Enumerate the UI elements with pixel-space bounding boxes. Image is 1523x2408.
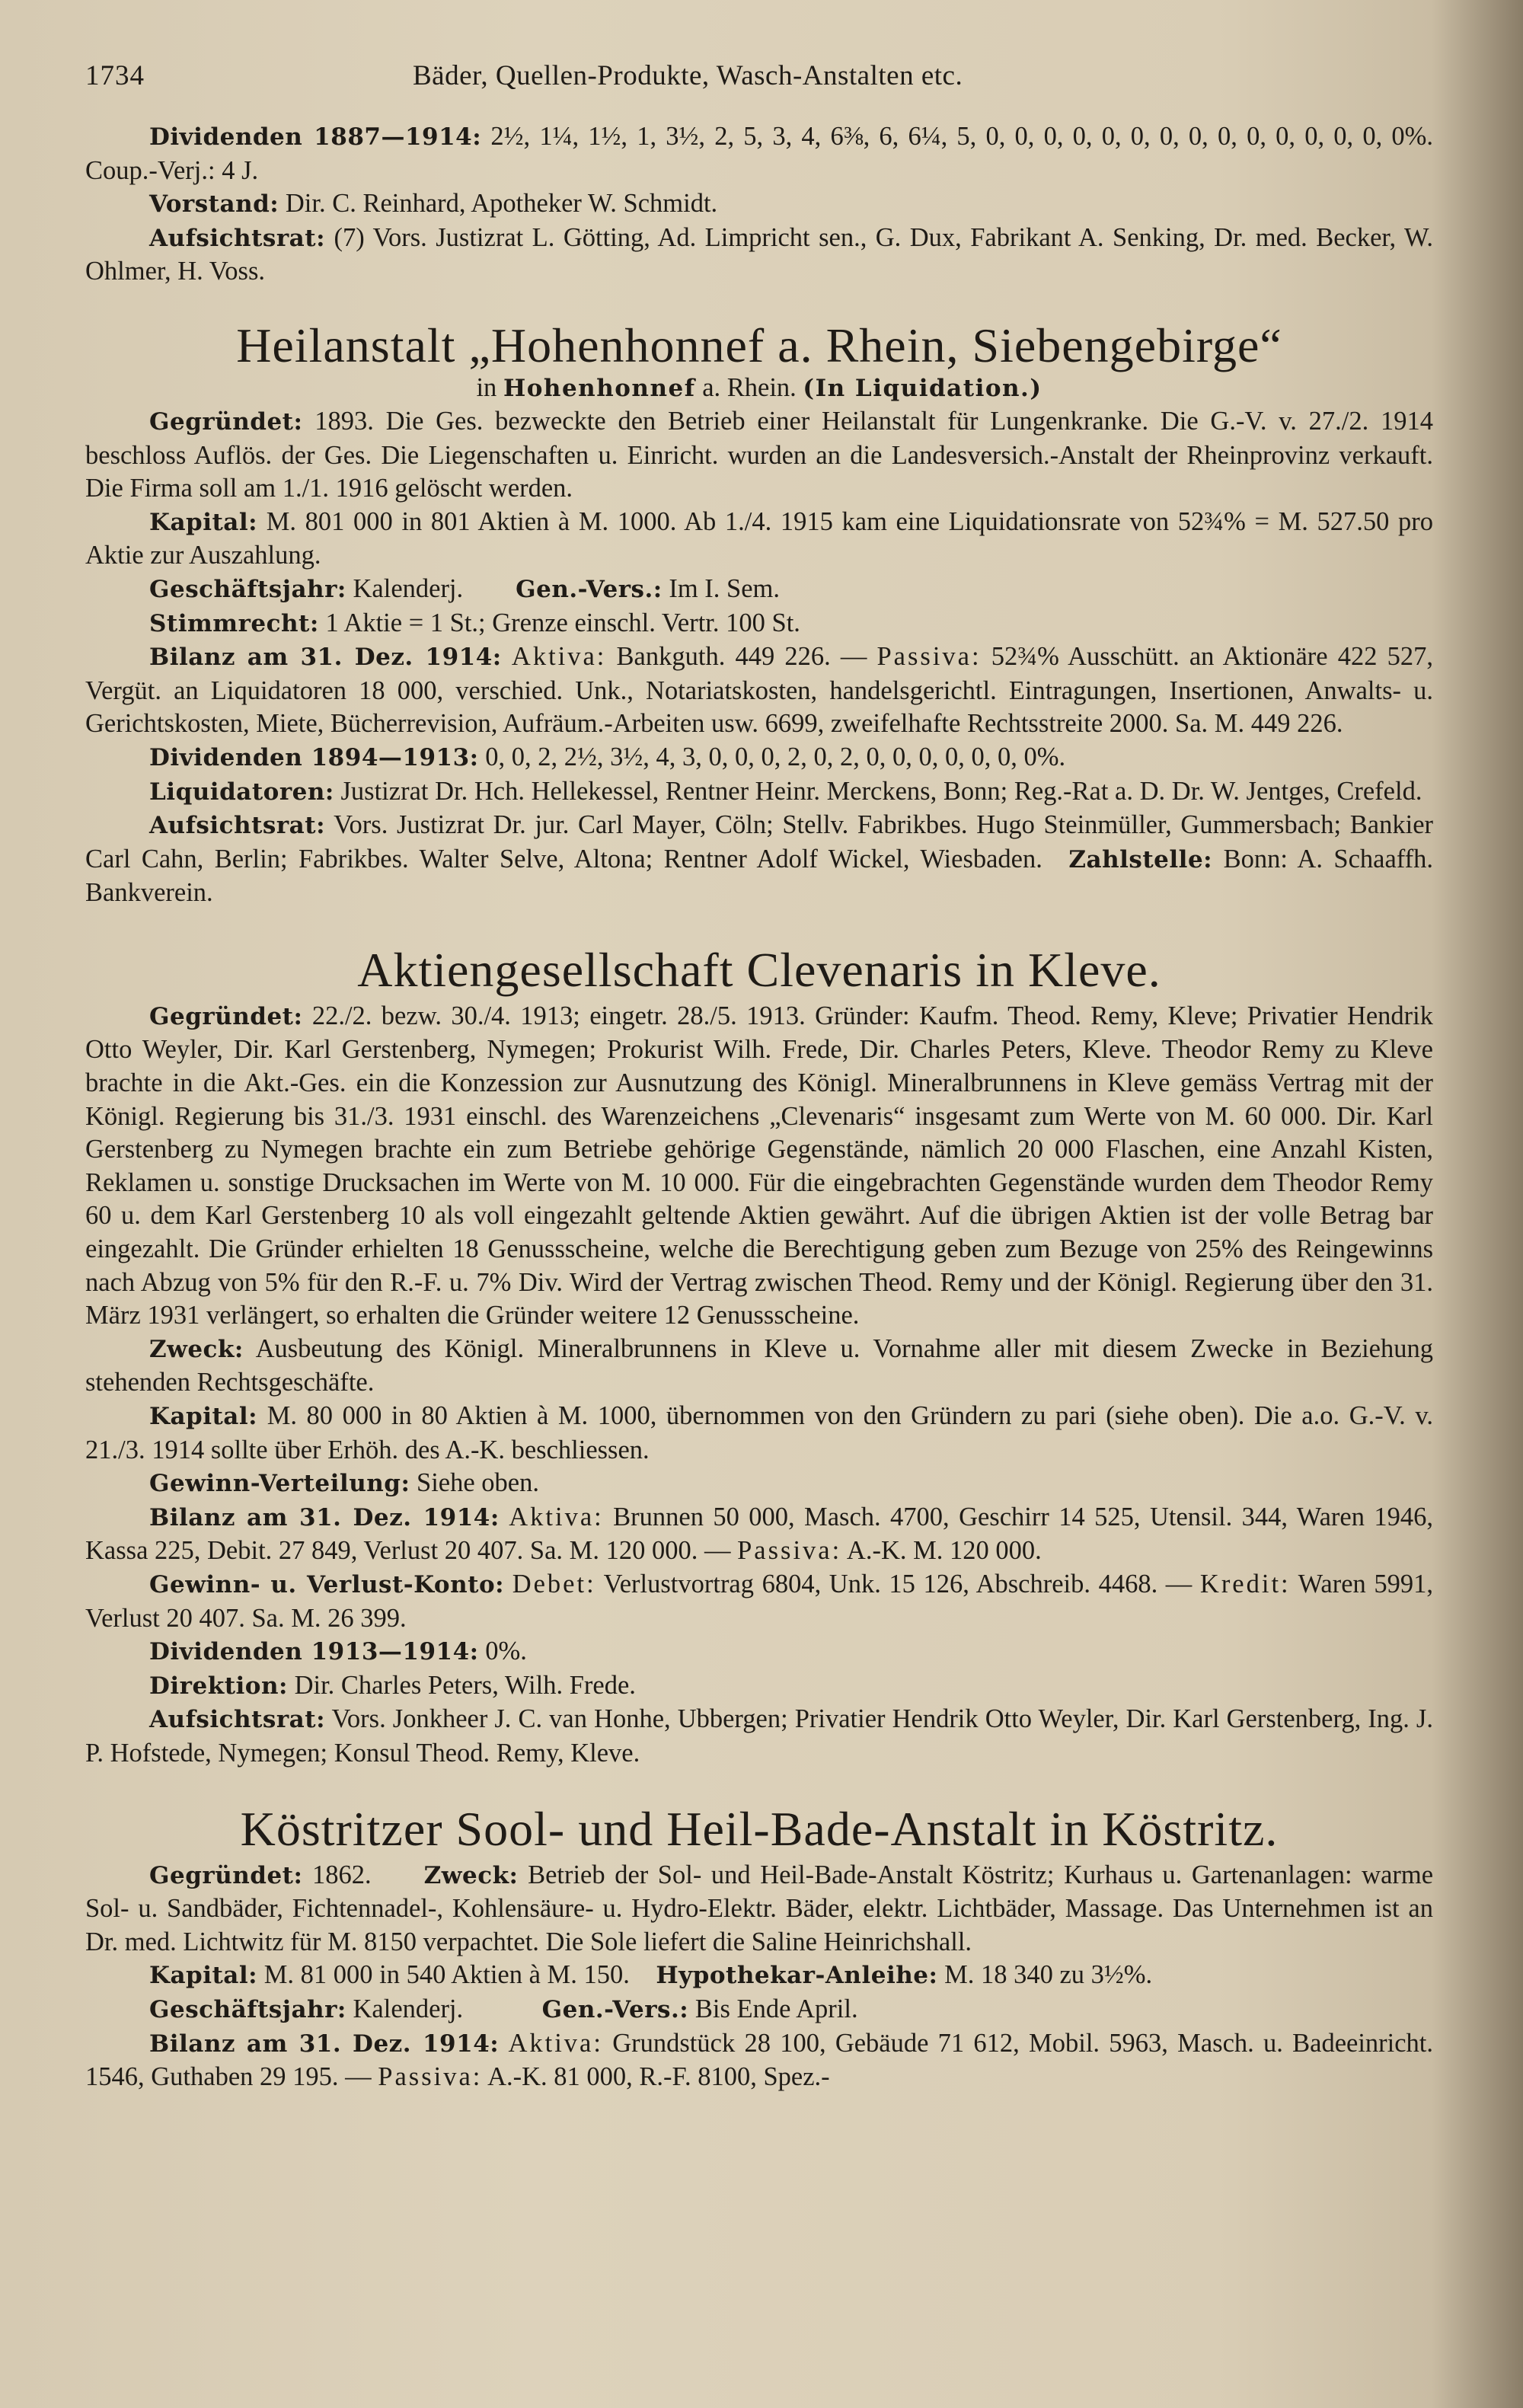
management-paragraph: Direktion: Dir. Charles Peters, Wilh. Frede. [149, 1670, 636, 1700]
fiscal-year-paragraph: Geschäftsjahr: Kalenderj. Gen.-Vers.: Im I. Sem. [149, 573, 781, 603]
entry-title: Heilanstalt „Hohenhonnef a. Rhein, Siebengebirge“ [236, 318, 1282, 372]
page-content [85, 59, 1433, 2094]
founded-paragraph: Gegründet: 1893. Die Ges. bezweckte den Betrieb einer Heilanstalt für Lungenkranke. Die G.-V. v. 27./2. 1914 beschloss Auflös. der Ges. Die Liegenschaften u. Einricht. wurden an die Landesversich.-Anstalt der Rheinprovinz verkauft. Die Firma soll am 1./1. 1916 gelöscht werden. [85, 406, 1433, 503]
founded-purpose-paragraph: Gegründet: 1862. Zweck: Betrieb der Sol- und Heil-Bade-Anstalt Köstritz; Kurhaus u. Gartenanlagen: warme Sol- u. Sandbäder, Fichtennadel-, Kohlensäure- u. Hydro-Elektr. Bäder, elektr. Lichtbäder, Massage. Das Unternehmen ist an Dr. med. Lichtwitz für M. 8150 verpachtet. Die Sole liefert die Saline Heinrichshall. [85, 1860, 1434, 1956]
founded-paragraph: Gegründet: 22./2. bezw. 30./4. 1913; eingetr. 28./5. 1913. Gründer: Kaufm. Theod. Remy, Kleve; Privatier Hendrik Otto Weyler, Dir. Karl Gerstenberg, Nymegen; Prokurist Wilh. Frede, Dir. Charles Peters, Kleve. Theodor Remy zu Kleve brachte in die Akt.-Ges. ein die Konzession zur Ausnutzung des Königl. Mineralbrunnens in Kleve gemäss Vertrag mit der Königl. Regierung bis 31./3. 1931 einschl. des Warenzeichens „Clevenaris“ insgesamt zum Werte von M. 60 000. Dir. Karl Gerstenberg zu Nymegen brachte ein zum Betriebe gehörige Gegenstände, nämlich 20 000 Flaschen, eine Anzahl Kisten, Reklamen u. sonstige Drucksachen im Werte von M. 10 000. Für die eingebrachten Gegenstände wurden dem Theodor Remy 60 u. dem Karl Gerstenberg 10 als voll eingezahlt geltende Aktien gewährt. Auf die übrigen Aktien ist der volle Betrag bar eingezahlt. Die Gründer erhielten 18 Genussscheine, welche die Berechtigung geben zum Bezuge von 25% des Reingewinns nach Abzug von 5% für den R.-F. u. 7% Div. Wird der Vertrag zwischen Theod. Remy und der Königl. Regierung über den 31. März 1931 verlängert, so erhalten die Gründer weitere 12 Genussscheine. [85, 1001, 1433, 1330]
previous-entry-continuation [85, 120, 1433, 289]
page-header [85, 59, 1433, 105]
entry-title: Köstritzer Sool- und Heil-Bade-Anstalt in Köstritz. [240, 1801, 1279, 1856]
entry-koestritz [85, 1801, 1434, 2094]
running-title: Bäder, Quellen-Produkte, Wasch-Anstalten etc. [413, 60, 963, 91]
fiscal-year-paragraph: Geschäftsjahr: Kalenderj. Gen.-Vers.: Bis Ende April. [149, 1994, 858, 2023]
entry-hohenhonnef [85, 318, 1434, 910]
dividend-paragraph: Dividenden 1913—1914: 0%. [149, 1637, 527, 1666]
capital-paragraph: Kapital: M. 801 000 in 801 Aktien à M. 1000. Ab 1./4. 1915 kam eine Liquidationsrate von 52¾% = M. 527.50 pro Aktie zur Auszahlung. [85, 506, 1434, 570]
entry-subtitle: in Hohenhonnef a. Rhein. (In Liquidation.) [476, 372, 1042, 402]
purpose-paragraph: Zweck: Ausbeutung des Königl. Mineralbrunnens in Kleve u. Vornahme aller mit diesem Zwecke in Beziehung stehenden Rechtsgeschäfte. [85, 1333, 1433, 1397]
supervisory-board-paragraph: Aufsichtsrat: (7) Vors. Justizrat L. Götting, Ad. Limpricht sen., G. Dux, Fabrikant A. Senking, Dr. med. Becker, W. Ohlmer, H. Voss. [85, 222, 1433, 286]
entry-clevenaris [85, 944, 1433, 1771]
liquidators-paragraph: Liquidatoren: Justizrat Dr. Hch. Hellekessel, Rentner Heinr. Merckens, Bonn; Reg.-Rat a. D. Dr. W. Jentges, Crefeld. [149, 776, 1422, 806]
capital-paragraph: Kapital: M. 80 000 in 80 Aktien à M. 1000, übernommen von den Gründern zu pari (siehe oben). Die a.o. G.-V. v. 21./3. 1914 sollte über Erhöh. des A.-K. beschliessen. [85, 1401, 1434, 1464]
liquidation-note: (In Liquidation.) [803, 374, 1042, 402]
balance-paragraph: Bilanz am 31. Dez. 1914: Aktiva: Bankguth. 449 226. — Passiva: 52¾% Ausschütt. an Aktionäre 422 527, Vergüt. an Liquidatoren 18 000, verschied. Unk., Notariatskosten, handelsgerichtl. Eintragungen, Insertionen, Anwalts- u. Gerichtskosten, Miete, Bücherrevision, Aufräum.-Arbeiten usw. 6699, zweifelhafte Rechtsstreite 2000. Sa. M. 449 226. [85, 642, 1433, 739]
balance-paragraph: Bilanz am 31. Dez. 1914: Aktiva: Brunnen 50 000, Masch. 4700, Geschirr 14 525, Utensil. 344, Waren 1946, Kassa 225, Debit. 27 849, Verlust 20 407. Sa. M. 120 000. — Passiva: A.-K. M. 120 000. [85, 1502, 1433, 1566]
supervisory-board-paragraph: Aufsichtsrat: Vors. Jonkheer J. C. van Honhe, Ubbergen; Privatier Hendrik Otto Weyler, Dir. Karl Gerstenberg, Ing. J. P. Hofstede, Nymegen; Konsul Theod. Remy, Kleve. [85, 1704, 1433, 1768]
board-paragraph: Vorstand: Dir. C. Reinhard, Apotheker W. Schmidt. [149, 189, 718, 219]
voting-rights-paragraph: Stimmrecht: 1 Aktie = 1 St.; Grenze einschl. Vertr. 100 St. [149, 608, 800, 637]
entry-title: Aktiengesellschaft Clevenaris in Kleve. [357, 942, 1161, 997]
dividend-paragraph: Dividenden 1887—1914: 2½, 1¼, 1½, 1, 3½, 2, 5, 3, 4, 6⅜, 6, 6¼, 5, 0, 0, 0, 0, 0, 0, 0, 0, 0, 0, 0, 0, 0, 0, 0%. Coup.-Verj.: 4 J. [85, 122, 1434, 185]
dividend-paragraph: Dividenden 1894—1913: 0, 0, 2, 2½, 3½, 4, 3, 0, 0, 0, 2, 0, 2, 0, 0, 0, 0, 0, 0, 0%. [149, 742, 1066, 771]
page-number: 1734 [85, 60, 145, 91]
balance-paragraph: Bilanz am 31. Dez. 1914: Aktiva: Grundstück 28 100, Gebäude 71 612, Mobil. 5963, Masch. u. Badeeinricht. 1546, Guthaben 29 195. — Passiva: A.-K. 81 000, R.-F. 8100, Spez.- [85, 2028, 1434, 2092]
supervisory-board-paragraph: Aufsichtsrat: Vors. Justizrat Dr. jur. Carl Mayer, Cöln; Stellv. Fabrikbes. Hugo Steinmüller, Gummersbach; Bankier Carl Cahn, Berlin; Fabrikbes. Walter Selve, Altona; Rentner Adolf Wickel, Wiesbaden. Zahlstelle: Bonn: A. Schaaffh. Bankverein. [85, 810, 1434, 908]
profit-loss-paragraph: Gewinn- u. Verlust-Konto: Debet: Verlustvortrag 6804, Unk. 15 126, Abschreib. 4468. — Kredit: Waren 5991, Verlust 20 407. Sa. M. 26 399. [85, 1569, 1433, 1633]
capital-paragraph: Kapital: M. 81 000 in 540 Aktien à M. 150. Hypothekar-Anleihe: M. 18 340 zu 3½%. [149, 1960, 1153, 1990]
profit-distribution-paragraph: Gewinn-Verteilung: Siehe oben. [149, 1468, 539, 1498]
